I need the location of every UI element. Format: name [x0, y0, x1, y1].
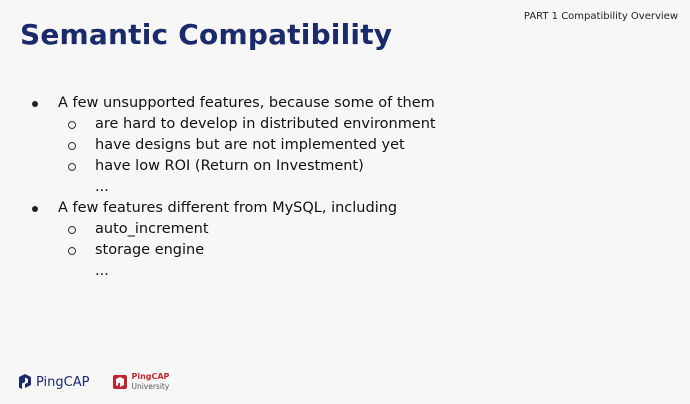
sub-bullet-item: storage engine	[30, 240, 670, 261]
slide-content	[30, 93, 670, 282]
ellipsis-item: ...	[95, 263, 109, 279]
bullet-item: A few unsupported features, because some of them	[30, 93, 670, 114]
part-label: PART 1 Compatibility Overview	[523, 11, 678, 22]
sub-bullet-item: have designs but are not implemented yet	[30, 135, 670, 156]
bullet-item: A few features different from MySQL, including	[30, 198, 670, 219]
page-title: Semantic Compatibility	[20, 18, 393, 51]
pingcap-logo	[18, 374, 89, 390]
pingcap-university-logo-icon	[113, 375, 127, 389]
sub-bullet-item: have low ROI (Return on Investment)	[30, 156, 670, 177]
sub-bullet-item: are hard to develop in distributed environment	[30, 114, 670, 135]
pingcap-logo-text: PingCAP	[36, 374, 90, 390]
pingcap-logo-icon	[18, 374, 32, 390]
ellipsis-item: ...	[95, 179, 109, 195]
sub-bullet-item: auto_increment	[30, 219, 670, 240]
footer	[18, 372, 169, 392]
pingcap-university-logo	[113, 372, 169, 392]
pingcap-university-logo-text: PingCAP University	[131, 372, 170, 391]
